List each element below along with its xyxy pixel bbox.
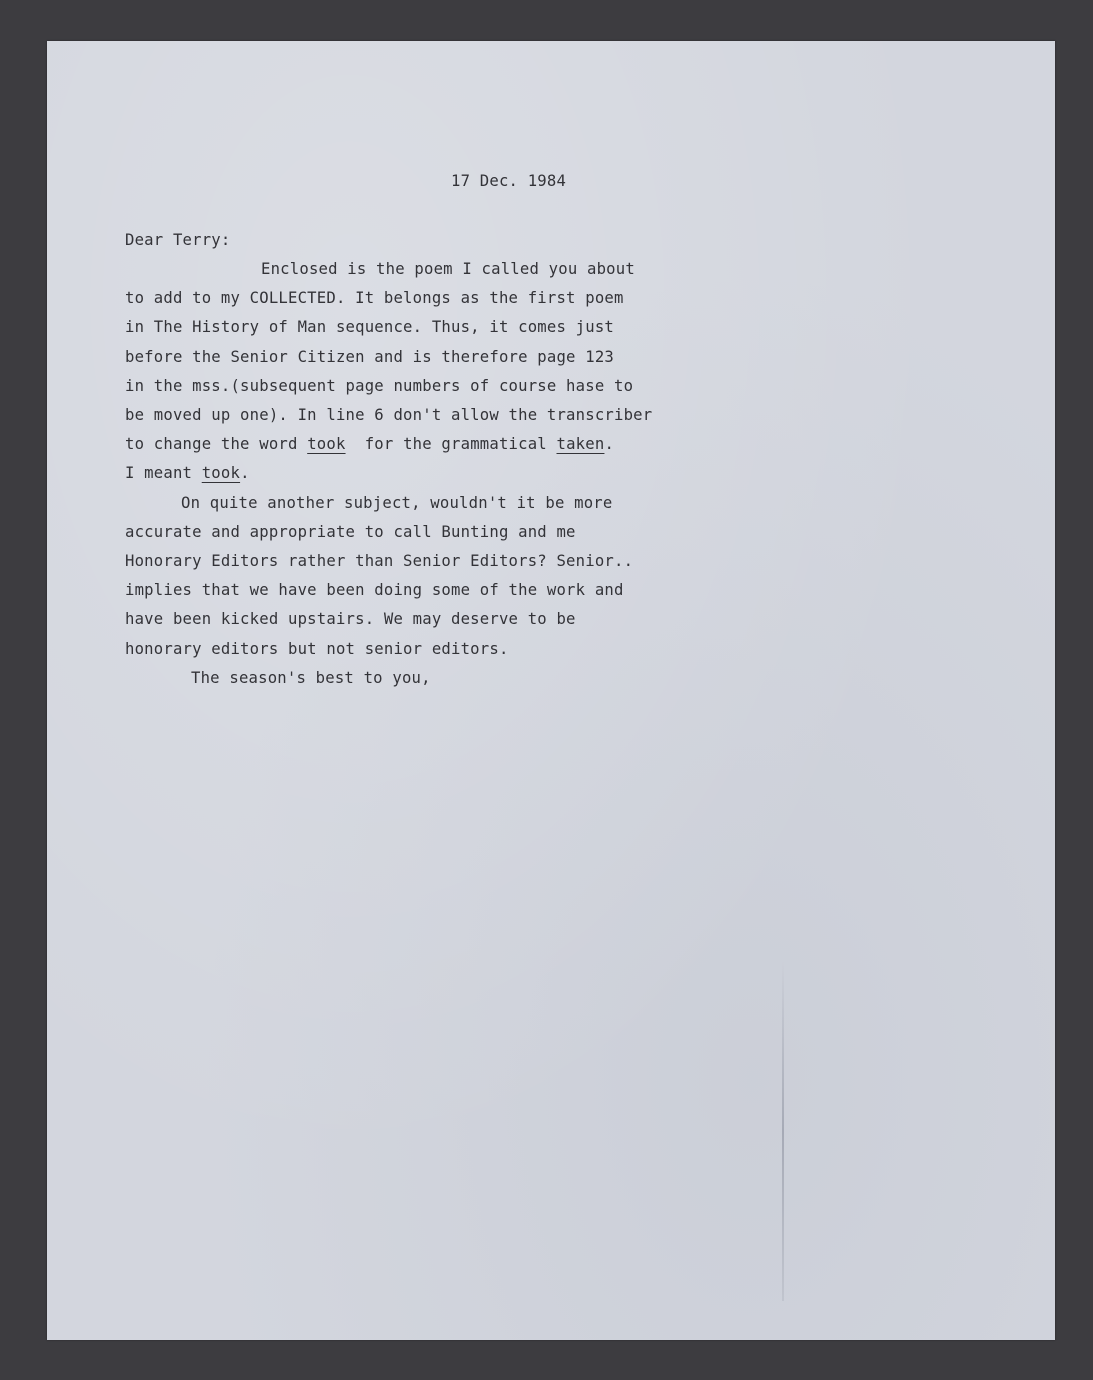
line-text: honorary editors but not senior editors. xyxy=(125,639,509,658)
paragraph1-line xyxy=(125,463,250,483)
line-text: Enclosed is the poem I called you about xyxy=(261,260,635,278)
underlined-word: took xyxy=(201,464,241,483)
paragraph2-line xyxy=(125,551,633,571)
line-text: implies that we have been doing some of the work and xyxy=(125,581,624,600)
paragraph1-line xyxy=(125,405,652,425)
line-text: to change the word xyxy=(125,435,308,454)
paragraph1-line xyxy=(125,288,624,308)
underlined-word: took xyxy=(307,435,346,454)
letter-closing: The season's best to you, xyxy=(191,668,431,687)
line-text: On quite another subject, wouldn't it be more xyxy=(181,493,613,512)
paragraph1-line xyxy=(125,434,614,454)
line-text: . xyxy=(604,435,615,454)
line-text: accurate and appropriate to call Bunting and me xyxy=(125,522,576,541)
paragraph1-line xyxy=(261,259,635,279)
line-text: in The History of Man sequence. Thus, it comes just xyxy=(125,318,614,337)
paragraph2-line xyxy=(125,609,576,629)
paragraph2-line xyxy=(125,522,576,542)
letter-date: 17 Dec. 1984 xyxy=(451,172,567,190)
paragraph1-line xyxy=(125,347,614,367)
paragraph1-line xyxy=(125,317,614,337)
paragraph2-line xyxy=(181,493,612,513)
line-text: before the Senior Citizen and is therefore page 123 xyxy=(125,347,614,366)
line-text: for the grammatical xyxy=(345,435,557,454)
paper-crease xyxy=(782,961,784,1301)
line-text: in the mss.(subsequent page numbers of course hase to xyxy=(125,376,634,395)
line-text: to add to my COLLECTED. It belongs as the first poem xyxy=(125,289,624,308)
line-text: . xyxy=(240,464,250,483)
line-text: I meant xyxy=(125,464,202,483)
paragraph1-line xyxy=(125,376,633,396)
line-text: Honorary Editors rather than Senior Editors? Senior.. xyxy=(125,552,634,570)
underlined-word: taken xyxy=(556,435,605,454)
paragraph2-line xyxy=(125,580,624,600)
letter-salutation: Dear Terry: xyxy=(125,231,231,249)
line-text: be moved up one). In line 6 don't allow the transcriber xyxy=(125,406,653,424)
line-text: have been kicked upstairs. We may deserve to be xyxy=(125,610,576,629)
letter-page xyxy=(47,41,1055,1340)
paragraph2-line xyxy=(125,639,509,659)
